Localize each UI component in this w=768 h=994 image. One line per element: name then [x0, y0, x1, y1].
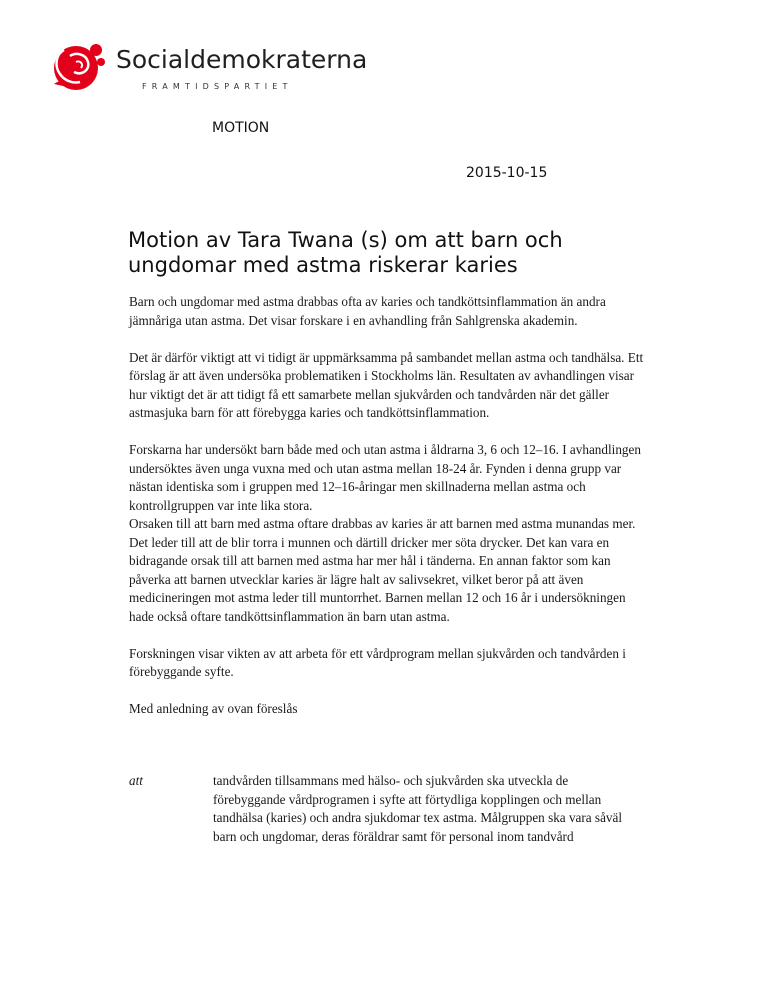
paragraph: Forskningen visar vikten av att arbeta för ett vårdprogram mellan sjukvården och tandvården i förebyggande syfte. — [129, 645, 626, 679]
paragraph: Med anledning av ovan föreslås — [129, 701, 298, 716]
party-name: Socialdemokraterna — [116, 45, 368, 74]
party-logo — [46, 40, 368, 100]
document-title: Motion av Tara Twana (s) om att barn och ungdomar med astma riskerar karies — [128, 228, 563, 277]
document-date: 2015-10-15 — [466, 165, 548, 181]
proposal-text: tandvården tillsammans med hälso- och sjukvården ska utveckla de förebyggande vårdprogramen i syfte att förtydliga kopplingen och mellan tandhälsa (karies) och andra sjukdomar tex astma. Målgruppen ska vara såväl barn och ungdomar, deras föräldrar samt för personal inom tandvård — [213, 773, 623, 844]
proposal-keyword: att — [129, 773, 143, 788]
rose-icon — [46, 40, 110, 96]
document-type-label: MOTION — [212, 120, 270, 136]
paragraph: Orsaken till att barn med astma oftare drabbas av karies är att barnen med astma munandas mer. Det leder till att de blir torra i munnen och därtill dricker mer söta drycker. Det kan vara en bidragande orsak till att barnen med astma har mer hål i tänderna. En annan faktor som kan påverka att barnen utvecklar karies är lägre halt av salivsekret, vilket beror på att även medicineringen mot astma leder till muntorrhet. Barnen mellan 12 och 16 år i undersökningen hade också oftare tandköttsinflammation än barn utan astma. — [129, 516, 636, 624]
paragraph: Det är därför viktigt att vi tidigt är uppmärksamma på sambandet mellan astma och tandhälsa. Ett förslag är att även undersöka problematiken i Stockholms län. Resultaten av avhandlingen visar hur viktigt det är att tidigt få ett samarbete mellan sjukvården och tandvården när det gäller astmasjuka barn för att förebygga karies och tandköttsinflammation. — [129, 349, 644, 420]
paragraph: Forskarna har undersökt barn både med och utan astma i åldrarna 3, 6 och 12–16. I avhandlingen undersöktes även unga vuxna med och utan astma mellan 18-24 år. Fynden i denna grupp var nästan identiska som i gruppen med 12–16-åringar men skillnaderna mellan astma och kontrollgruppen var inte lika stora. — [129, 442, 641, 513]
document-body — [129, 293, 649, 737]
paragraph: Barn och ungdomar med astma drabbas ofta av karies och tandköttsinflammation än andra jämnåriga utan astma. Det visar forskare i en avhandling från Sahlgrenska akademin. — [129, 294, 606, 328]
party-tagline: FRAMTIDSPARTIET — [142, 82, 293, 91]
